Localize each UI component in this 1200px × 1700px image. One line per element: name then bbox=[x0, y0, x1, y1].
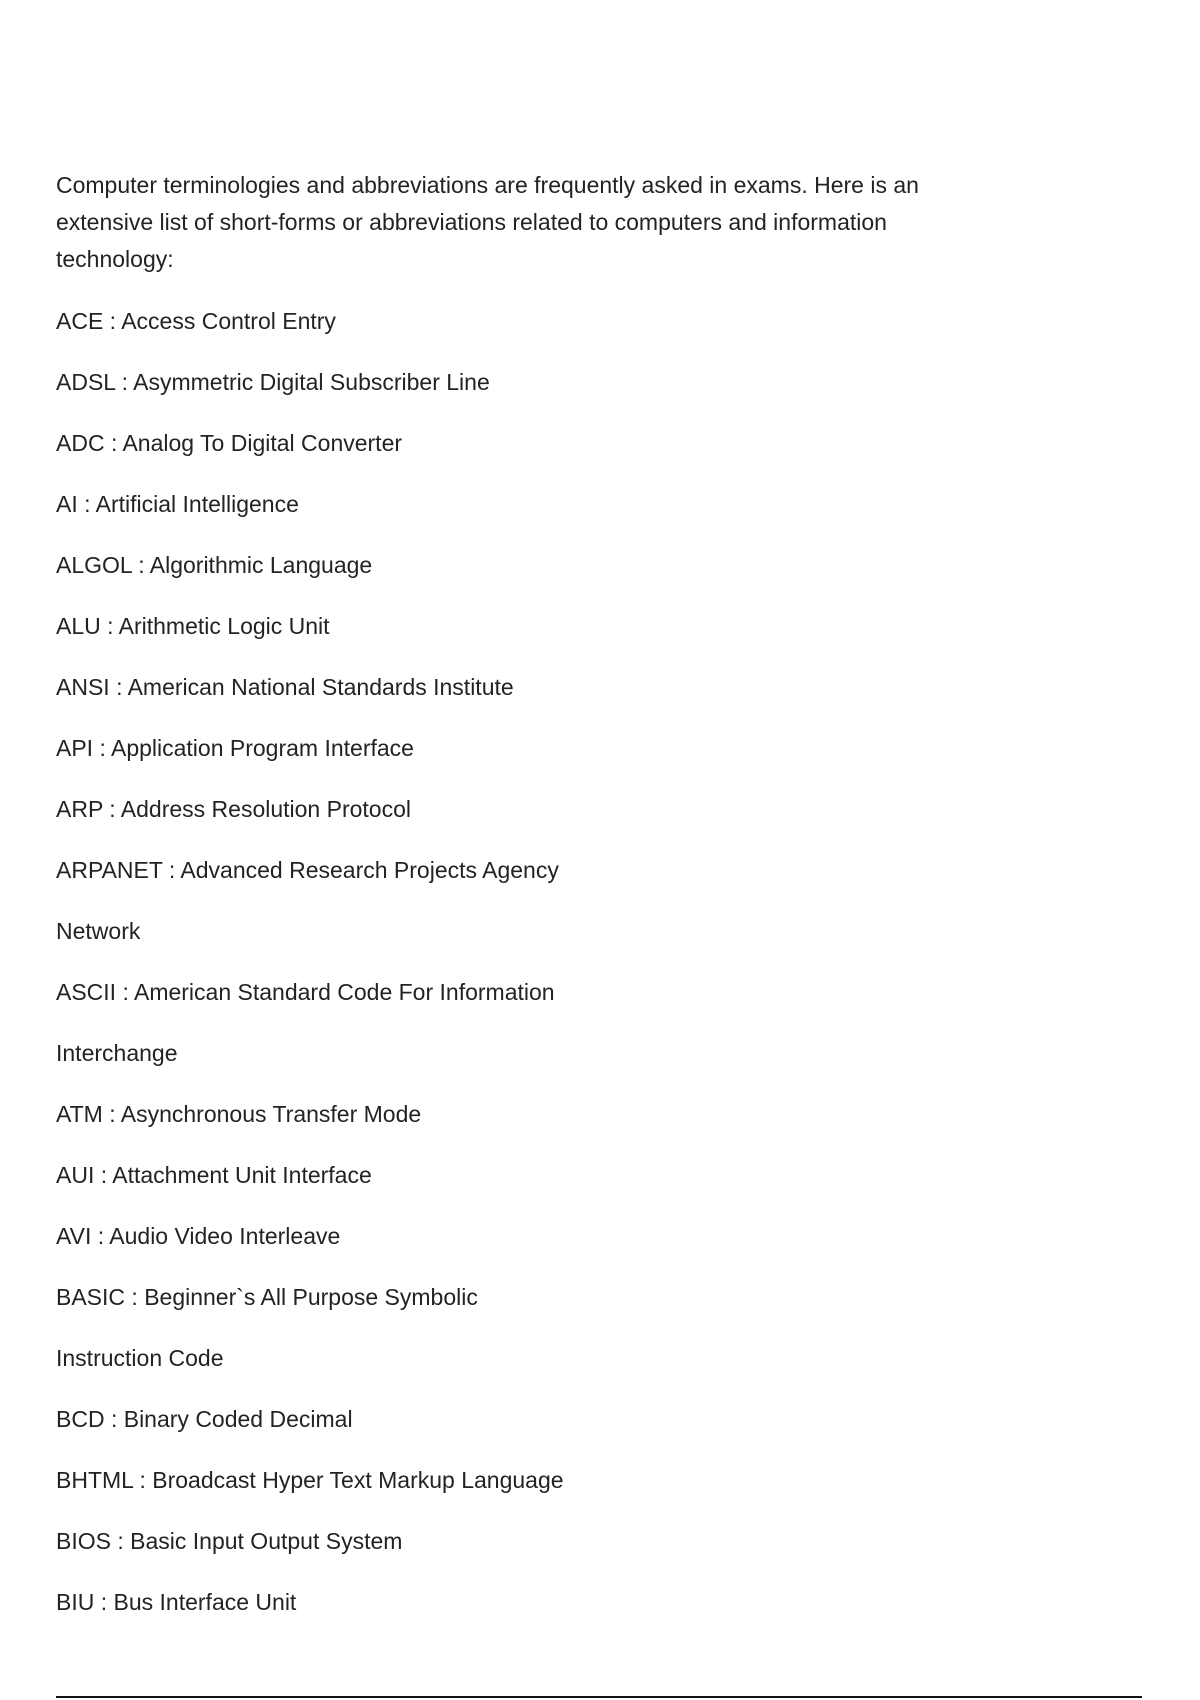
abbreviation-item: Interchange bbox=[56, 1040, 178, 1066]
abbreviation-item: ALU : Arithmetic Logic Unit bbox=[56, 613, 330, 639]
abbreviation-item: Instruction Code bbox=[56, 1345, 224, 1371]
abbreviation-item: ACE : Access Control Entry bbox=[56, 308, 336, 334]
abbreviation-item: ADSL : Asymmetric Digital Subscriber Line bbox=[56, 369, 490, 395]
intro-line: Computer terminologies and abbreviations are frequently asked in exams. Here is an bbox=[56, 172, 919, 198]
footer-divider bbox=[56, 1696, 1142, 1698]
abbreviation-item: AVI : Audio Video Interleave bbox=[56, 1223, 341, 1249]
abbreviation-item: ADC : Analog To Digital Converter bbox=[56, 430, 403, 456]
abbreviation-item: API : Application Program Interface bbox=[56, 735, 414, 761]
abbreviation-list bbox=[56, 291, 564, 1633]
intro-line: technology: bbox=[56, 246, 174, 272]
intro-line: extensive list of short-forms or abbreviations related to computers and information bbox=[56, 209, 887, 235]
abbreviation-item: AUI : Attachment Unit Interface bbox=[56, 1162, 372, 1188]
intro-paragraph bbox=[56, 167, 1156, 278]
abbreviation-item: ATM : Asynchronous Transfer Mode bbox=[56, 1101, 422, 1127]
abbreviation-item: BIU : Bus Interface Unit bbox=[56, 1589, 297, 1615]
abbreviation-item: ANSI : American National Standards Institute bbox=[56, 674, 514, 700]
abbreviation-item: ASCII : American Standard Code For Information bbox=[56, 979, 555, 1005]
abbreviation-item: ALGOL : Algorithmic Language bbox=[56, 552, 373, 578]
abbreviation-item: BASIC : Beginner`s All Purpose Symbolic bbox=[56, 1284, 478, 1310]
abbreviation-item: AI : Artificial Intelligence bbox=[56, 491, 299, 517]
abbreviation-item: BCD : Binary Coded Decimal bbox=[56, 1406, 353, 1432]
abbreviation-item: BIOS : Basic Input Output System bbox=[56, 1528, 403, 1554]
abbreviation-item: Network bbox=[56, 918, 141, 944]
abbreviation-item: ARPANET : Advanced Research Projects Agency bbox=[56, 857, 559, 883]
abbreviation-item: ARP : Address Resolution Protocol bbox=[56, 796, 411, 822]
abbreviation-item: BHTML : Broadcast Hyper Text Markup Language bbox=[56, 1467, 564, 1493]
